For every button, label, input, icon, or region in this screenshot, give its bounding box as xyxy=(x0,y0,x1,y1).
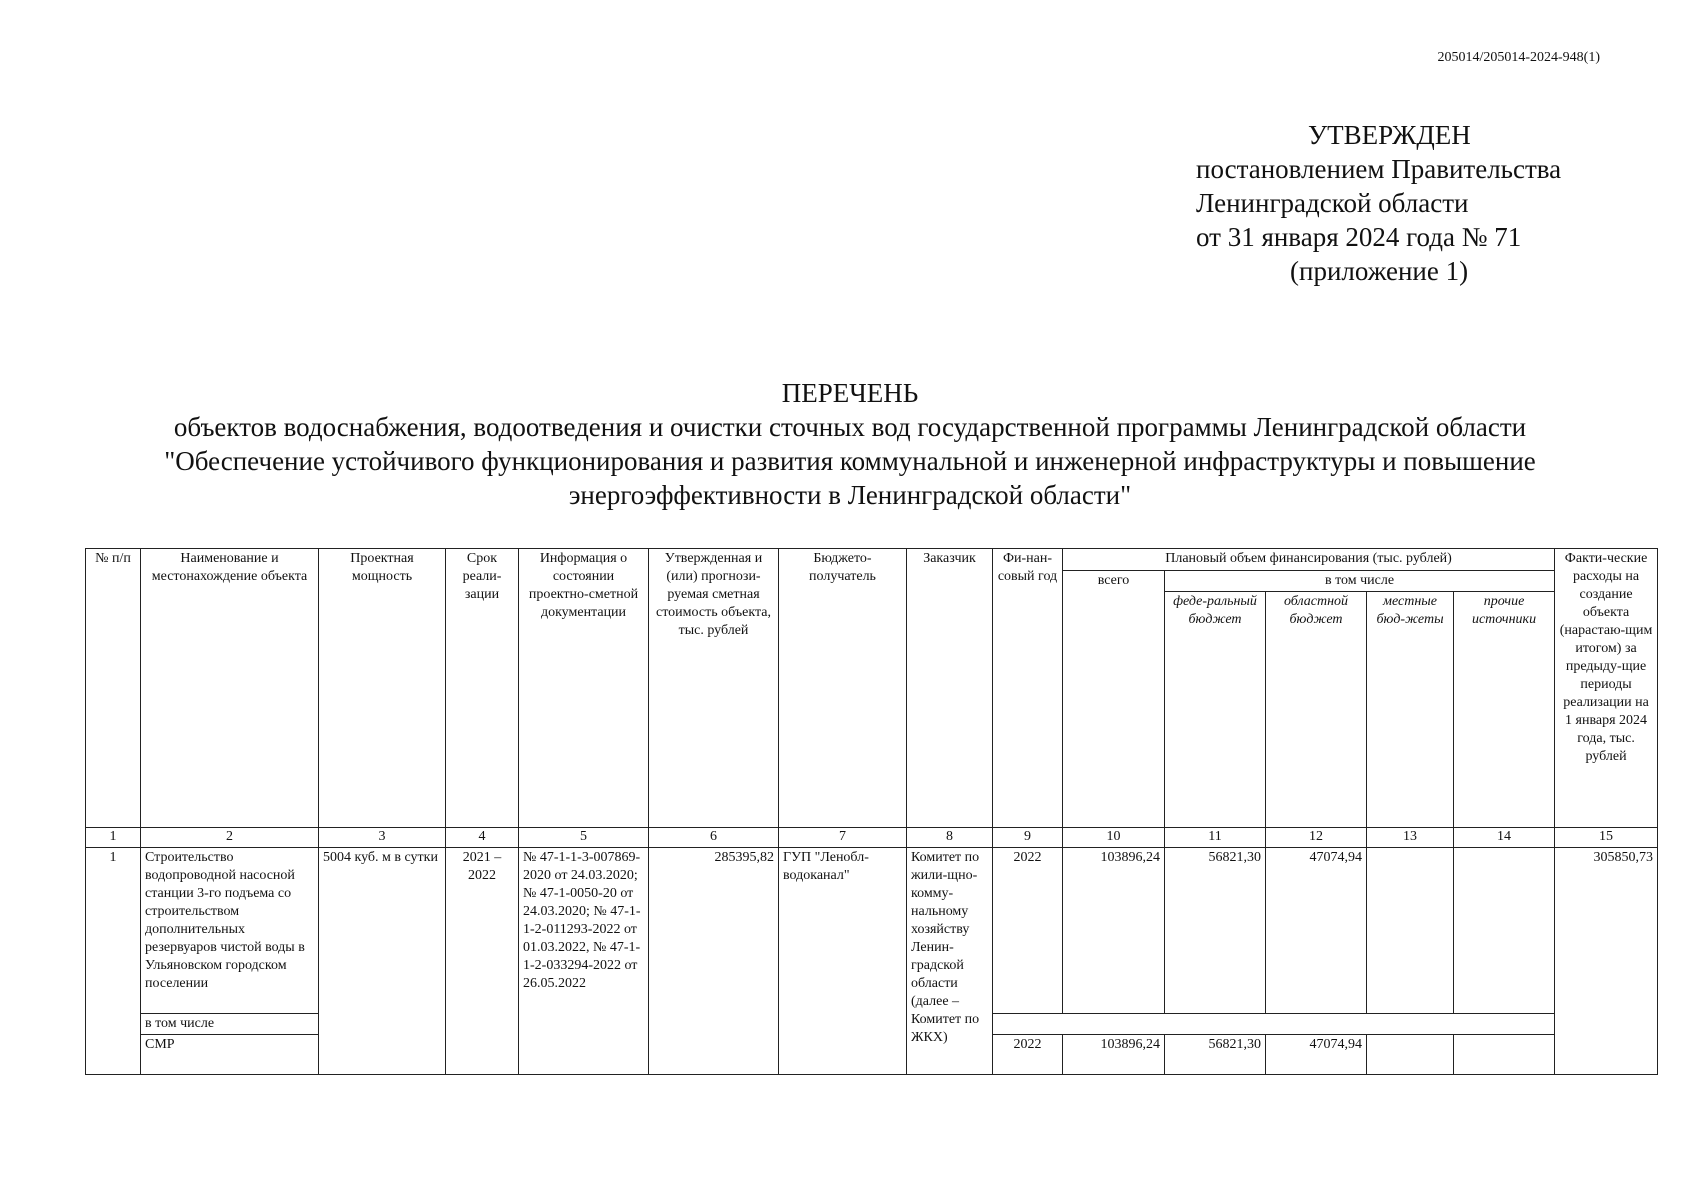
document-id: 205014/205014-2024-948(1) xyxy=(1437,50,1600,65)
approval-date-line: от 31 января 2024 года № 71 xyxy=(1196,222,1522,252)
row-smr-federal: 56821,30 xyxy=(1165,1035,1266,1075)
column-number: 8 xyxy=(907,828,993,848)
table-row xyxy=(86,848,1658,1014)
row-smr-total: 103896,24 xyxy=(1063,1035,1165,1075)
row-including-label: в том числе xyxy=(141,1014,319,1035)
row-term: 2021 – 2022 xyxy=(446,848,519,1075)
column-number: 15 xyxy=(1555,828,1658,848)
header-including: в том числе xyxy=(1165,571,1555,592)
row-customer: Комитет по жили-щно-комму-нальному хозяйству Ленин-градской области (далее – Комитет по ЖКХ) xyxy=(907,848,993,1075)
title-heading: ПЕРЕЧЕНЬ xyxy=(781,378,919,408)
header-name: Наименование и местонахождение объекта xyxy=(141,549,319,828)
header-customer: Заказчик xyxy=(907,549,993,828)
column-number: 7 xyxy=(779,828,907,848)
approval-heading: УТВЕРЖДЕН xyxy=(1308,120,1471,150)
row-capacity: 5004 куб. м в сутки xyxy=(319,848,446,1075)
header-total: всего xyxy=(1063,571,1165,828)
column-number: 6 xyxy=(649,828,779,848)
row-cost: 285395,82 xyxy=(649,848,779,1075)
row-including-spacer xyxy=(993,1014,1555,1035)
title-line: энергоэффективности в Ленинградской области" xyxy=(568,480,1132,510)
header-federal: феде-ральный бюджет xyxy=(1165,592,1266,828)
row-smr-regional: 47074,94 xyxy=(1266,1035,1367,1075)
column-number: 2 xyxy=(141,828,319,848)
row-local xyxy=(1367,848,1454,1014)
document-title xyxy=(60,376,1640,512)
header-capacity: Проектная мощность xyxy=(319,549,446,828)
row-actual-expenses: 305850,73 xyxy=(1555,848,1658,1075)
row-regional: 47074,94 xyxy=(1266,848,1367,1014)
header-actual-expenses: Факти-ческие расходы на создание объекта (нарастаю-щим итогом) за предыду-щие периоды реализации на 1 января 2024 года, тыс. рублей xyxy=(1555,549,1658,828)
row-smr-label: СМР xyxy=(141,1035,319,1075)
row-smr-other xyxy=(1454,1035,1555,1075)
column-number: 11 xyxy=(1165,828,1266,848)
column-number: 5 xyxy=(519,828,649,848)
header-recipient: Бюджето-получатель xyxy=(779,549,907,828)
title-line: объектов водоснабжения, водоотведения и очистки сточных вод государственной программы Ленинградской области xyxy=(173,412,1527,442)
header-fin-year: Фи-нан-совый год xyxy=(993,549,1063,828)
approval-line: постановлением Правительства xyxy=(1196,154,1562,184)
row-total: 103896,24 xyxy=(1063,848,1165,1014)
row-fin-year: 2022 xyxy=(993,848,1063,1014)
header-num: № п/п xyxy=(86,549,141,828)
header-regional: областной бюджет xyxy=(1266,592,1367,828)
approval-block xyxy=(1196,118,1636,288)
approval-appendix: (приложение 1) xyxy=(1290,256,1469,286)
row-federal: 56821,30 xyxy=(1165,848,1266,1014)
header-planned-financing: Плановый объем финансирования (тыс. рублей) xyxy=(1063,549,1555,571)
column-number: 9 xyxy=(993,828,1063,848)
row-object-name: Строительство водопроводной насосной станции 3-го подъема со строительством дополнительных резервуаров чистой воды в Ульяновском городском поселении xyxy=(141,848,319,1014)
header-psd: Информация о состоянии проектно-сметной документации xyxy=(519,549,649,828)
row-psd-info: № 47-1-1-3-007869-2020 от 24.03.2020; № 47-1-0050-20 от 24.03.2020; № 47-1-1-2-011293-2022 от 01.03.2022, № 47-1-1-2-033294-2022 от 26.05.2022 xyxy=(519,848,649,1075)
row-num: 1 xyxy=(86,848,141,1075)
column-number: 3 xyxy=(319,828,446,848)
row-other xyxy=(1454,848,1555,1014)
row-smr-local xyxy=(1367,1035,1454,1075)
title-line: "Обеспечение устойчивого функционирования и развития коммунальной и инженерной инфраструктуры и повышение xyxy=(164,446,1536,476)
header-term: Срок реали-зации xyxy=(446,549,519,828)
column-number: 10 xyxy=(1063,828,1165,848)
header-other: прочие источники xyxy=(1454,592,1555,828)
column-numbers-row xyxy=(86,828,1658,848)
column-number: 14 xyxy=(1454,828,1555,848)
column-number: 4 xyxy=(446,828,519,848)
header-local: местные бюд-жеты xyxy=(1367,592,1454,828)
column-number: 1 xyxy=(86,828,141,848)
row-smr-fin-year: 2022 xyxy=(993,1035,1063,1075)
header-cost: Утвержденная и (или) прогнози-руемая сметная стоимость объекта, тыс. рублей xyxy=(649,549,779,828)
row-recipient: ГУП "Ленобл-водоканал" xyxy=(779,848,907,1075)
column-number: 12 xyxy=(1266,828,1367,848)
approval-line: Ленинградской области xyxy=(1196,188,1469,218)
column-number: 13 xyxy=(1367,828,1454,848)
objects-table xyxy=(85,548,1658,1075)
